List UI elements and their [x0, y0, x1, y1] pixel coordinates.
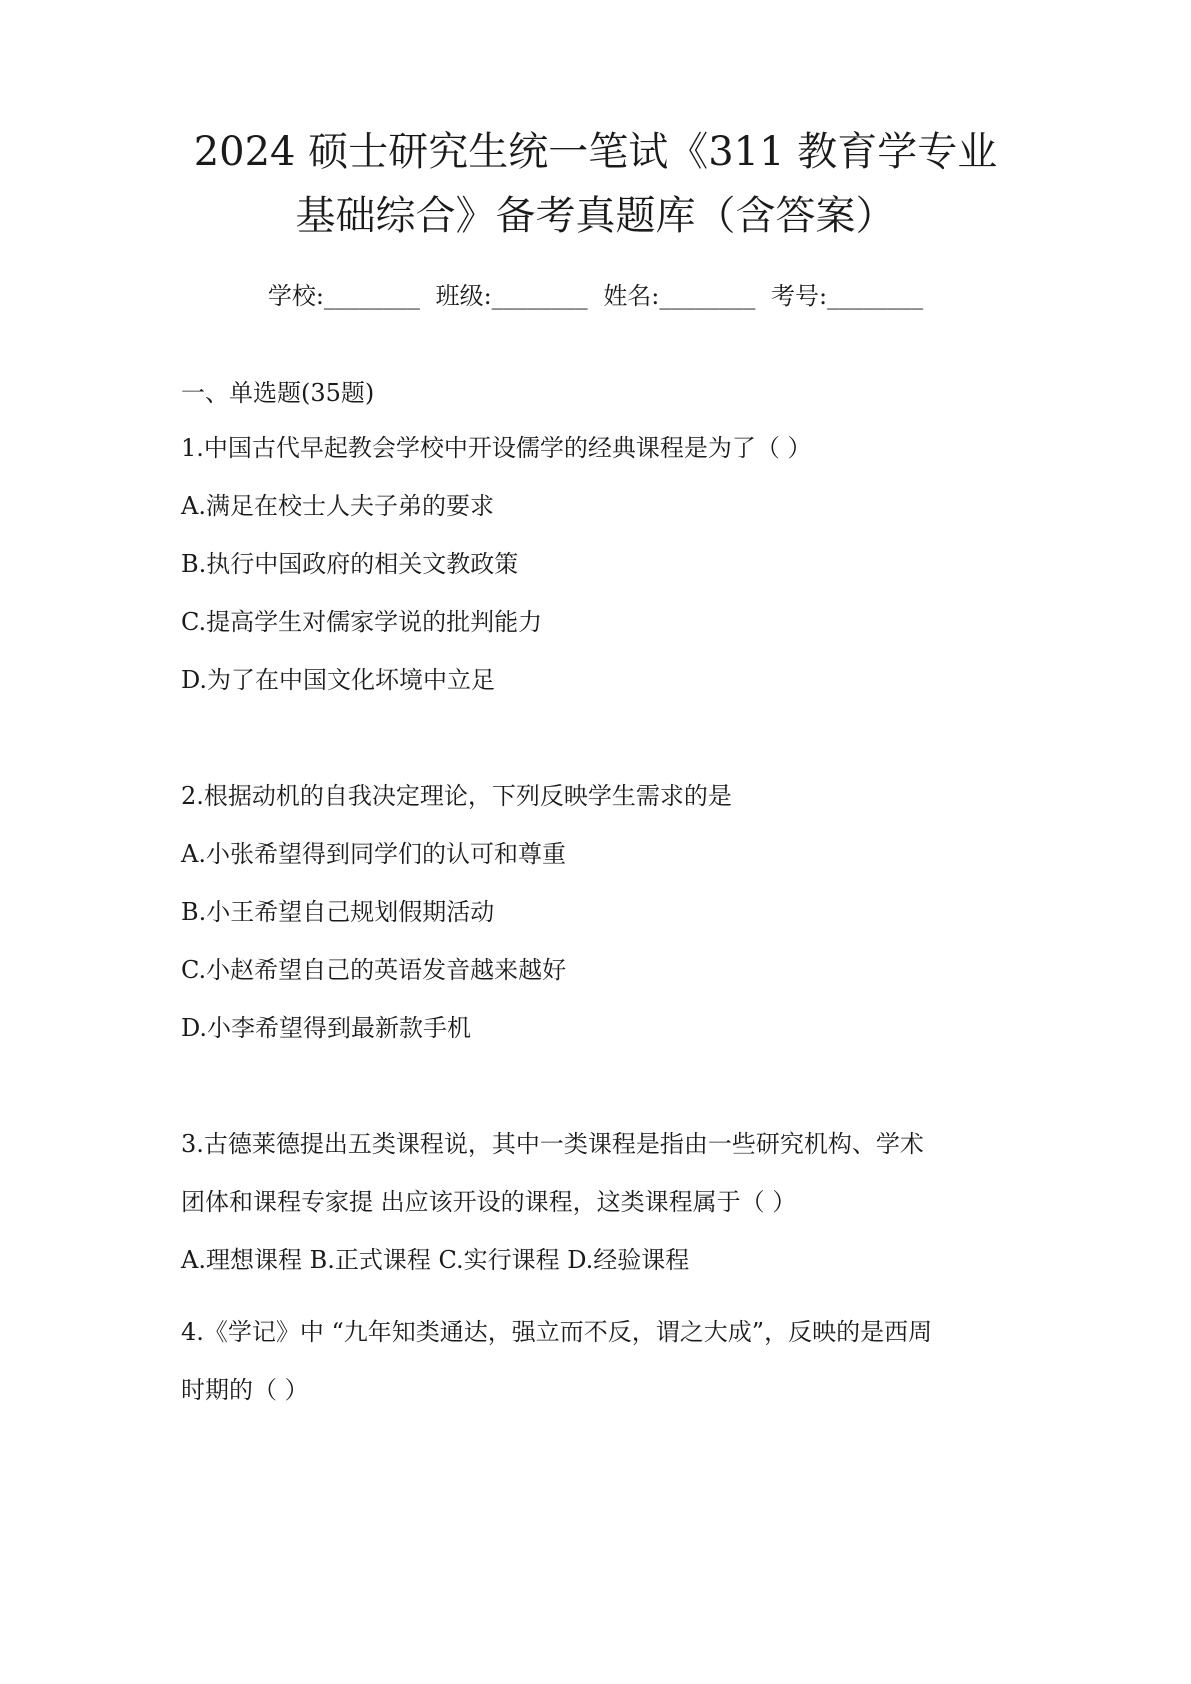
question-3-stem-line-2: 团体和课程专家提 出应该开设的课程，这类课程属于（ ）	[181, 1188, 797, 1216]
question-4-stem-line-2: 时期的（ ）	[181, 1376, 309, 1404]
question-3-stem-line-1: 3.古德莱德提出五类课程说，其中一类课程是指由一些研究机构、学术	[181, 1130, 924, 1158]
question-1-stem: 1.中国古代早起教会学校中开设儒学的经典课程是为了（ ）	[181, 434, 812, 462]
question-1-option-b: B.执行中国政府的相关文教政策	[181, 550, 519, 578]
title-line-1: 2024 硕士研究生统一笔试《311 教育学专业	[193, 129, 998, 175]
section-heading: 一、单选题(35题)	[181, 379, 375, 407]
question-1-option-c: C.提高学生对儒家学说的批判能力	[181, 608, 543, 636]
title-line-2: 基础综合》备考真题库（含答案）	[295, 193, 896, 239]
name-field: 姓名:________	[603, 282, 756, 310]
exam-number-field: 考号:________	[771, 282, 924, 310]
question-2-stem: 2.根据动机的自我决定理论，下列反映学生需求的是	[181, 782, 732, 810]
question-2-option-b: B.小王希望自己规划假期活动	[181, 898, 495, 926]
question-1-option-d: D.为了在中国文化坏境中立足	[181, 666, 496, 694]
school-field: 学校:________	[267, 282, 420, 310]
question-3-options: A.理想课程 B.正式课程 C.实行课程 D.经验课程	[181, 1246, 690, 1274]
document-title	[100, 120, 1091, 248]
question-2-option-d: D.小李希望得到最新款手机	[181, 1014, 472, 1042]
student-info-row	[0, 276, 1191, 311]
class-field: 班级:________	[435, 282, 588, 310]
question-2-option-a: A.小张希望得到同学们的认可和尊重	[181, 840, 566, 868]
question-1-option-a: A.满足在校士人夫子弟的要求	[181, 492, 494, 520]
question-4-stem-line-1: 4.《学记》中 “九年知类通达，强立而不反，谓之大成”，反映的是西周	[181, 1318, 933, 1346]
question-2-option-c: C.小赵希望自己的英语发音越来越好	[181, 956, 567, 984]
